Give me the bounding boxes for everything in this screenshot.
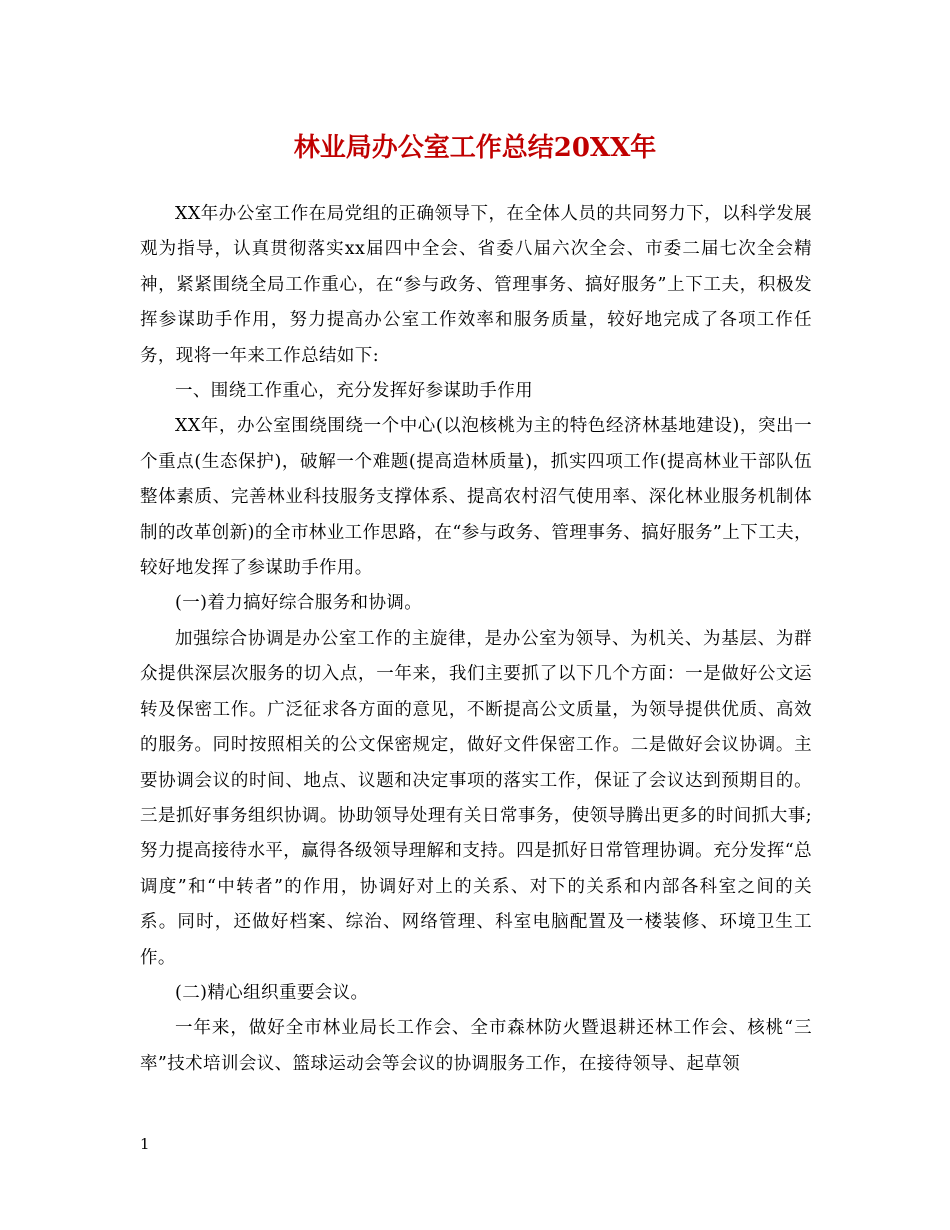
paragraph-meetings: 一年来，做好全市林业局长工作会、全市森林防火暨退耕还林工作会、核桃“三率”技术培训会议、篮球运动会等会议的协调服务工作，在接待领导、起草领 xyxy=(140,1018,812,1074)
paragraph-work-approach: XX年，办公室围绕围绕一个中心(以泡核桃为主的特色经济林基地建设)，突出一个重点(生态保护)，破解一个难题(提高造林质量)，抓实四项工作(提高林业干部队伍整体素质、完善林业科技服务支撑体系、提高农村沼气使用率、深化林业服务机制体制的改革创新)的全市林业工作思路，在“参与政务、管理事务、搞好服务”上下工夫，较好地发挥了参谋助手作用。 xyxy=(140,416,812,579)
document-body xyxy=(140,197,812,1082)
section-heading-1: 一、围绕工作重心，充分发挥好参谋助手作用 xyxy=(175,381,533,402)
paragraph-coordination: 加强综合协调是办公室工作的主旋律，是办公室为领导、为机关、为基层、为群众提供深层次服务的切入点，一年来，我们主要抓了以下几个方面：一是做好公文运转及保密工作。广泛征求各方面的意见，不断提高公文质量，为领导提供优质、高效的服务。同时按照相关的公文保密规定，做好文件保密工作。二是做好会议协调。主要协调会议的时间、地点、议题和决定事项的落实工作，保证了会议达到预期目的。三是抓好事务组织协调。协助领导处理有关日常事务，使领导腾出更多的时间抓大事;努力提高接待水平，赢得各级领导理解和支持。四是抓好日常管理协调。充分发挥“总调度”和“中转者”的作用，协调好对上的关系、对下的关系和内部各科室之间的关系。同时，还做好档案、综治、网络管理、科室电脑配置及一楼装修、环境卫生工作。 xyxy=(140,628,812,968)
paragraph-intro: XX年办公室工作在局党组的正确领导下，在全体人员的共同努力下，以科学发展观为指导，认真贯彻落实xx届四中全会、省委八届六次全会、市委二届七次全会精神，紧紧围绕全局工作重心，在“参与政务、管理事务、搞好服务”上下工夫，积极发挥参谋助手作用，努力提高办公室工作效率和服务质量，较好地完成了各项工作任务，现将一年来工作总结如下: xyxy=(140,204,812,366)
document-title: 林业局办公室工作总结20XX年 xyxy=(293,133,657,163)
subsection-heading-2: (二)精心组织重要会议。 xyxy=(175,982,369,1003)
page-number: 1 xyxy=(140,1135,150,1153)
subsection-heading-1: (一)着力搞好综合服务和协调。 xyxy=(175,593,423,614)
